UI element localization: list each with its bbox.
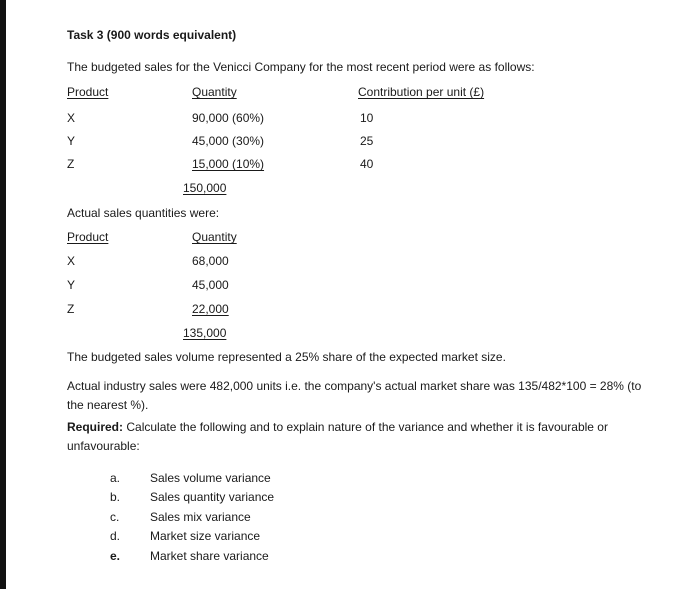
budget-product-y: Y (67, 134, 76, 148)
actual-product-y: Y (67, 278, 76, 292)
actual-header-product: Product (67, 230, 109, 244)
budget-header-quantity: Quantity (192, 85, 237, 99)
budget-total: 150,000 (183, 181, 227, 195)
actual-total: 135,000 (183, 326, 227, 340)
actual-industry-paragraph: Actual industry sales were 482,000 units i.e. the company's actual market share was 135/482*100 = 28% (to the nearest %). (67, 379, 642, 412)
task-title: Task 3 (900 words equivalent) (67, 28, 237, 42)
task-text-e: Market share variance (150, 549, 269, 563)
left-border (0, 0, 6, 589)
required-text: Calculate the following and to explain nature of the variance and whether it is favourable or unfavourable: (67, 420, 608, 453)
budget-product-x: X (67, 111, 76, 125)
budget-quantity-x: 90,000 (60%) (192, 111, 265, 125)
budget-contribution-y: 25 (360, 134, 374, 148)
task-text-b: Sales quantity variance (150, 490, 275, 504)
task-letter-a: a. (110, 471, 121, 485)
actual-quantity-y: 45,000 (192, 278, 229, 292)
required-label: Required: (67, 420, 124, 434)
task-text-d: Market size variance (150, 529, 261, 543)
required-paragraph (67, 418, 642, 456)
budget-contribution-x: 10 (360, 111, 374, 125)
budget-header-contribution: Contribution per unit (£) (358, 85, 485, 99)
actual-header-quantity: Quantity (192, 230, 237, 244)
budget-contribution-z: 40 (360, 157, 374, 171)
task-text-c: Sales mix variance (150, 510, 251, 524)
intro-text: The budgeted sales for the Venicci Company for the most recent period were as follows: (67, 60, 535, 74)
task-letter-e: e. (110, 549, 121, 563)
task-letter-c: c. (110, 510, 120, 524)
task-letter-d: d. (110, 529, 121, 543)
task-text-a: Sales volume variance (150, 471, 271, 485)
actual-product-x: X (67, 254, 76, 268)
actual-quantity-x: 68,000 (192, 254, 229, 268)
budget-product-z: Z (67, 157, 75, 171)
task-letter-b: b. (110, 490, 121, 504)
actual-product-z: Z (67, 302, 75, 316)
actual-intro: Actual sales quantities were: (67, 206, 220, 220)
budget-quantity-z: 15,000 (10%) (192, 157, 265, 171)
budget-quantity-y: 45,000 (30%) (192, 134, 265, 148)
budget-share-paragraph: The budgeted sales volume represented a 25% share of the expected market size. (67, 350, 506, 364)
budget-header-product: Product (67, 85, 109, 99)
actual-quantity-z: 22,000 (192, 302, 229, 316)
